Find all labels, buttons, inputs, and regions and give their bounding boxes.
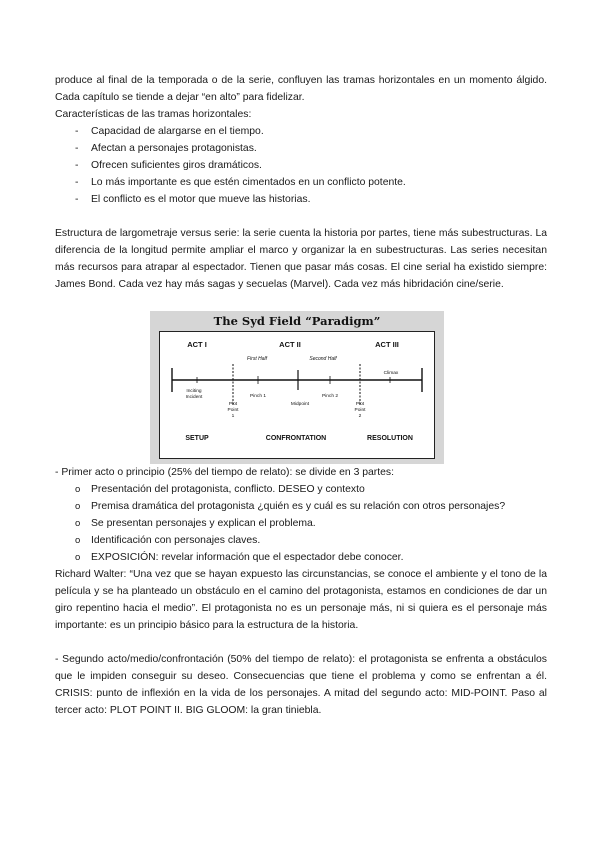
plot-point-2-line1: Plot xyxy=(355,402,365,407)
second-half-label: Second Half xyxy=(309,356,337,362)
paradigm-diagram xyxy=(160,332,436,460)
act-2-label: ACT II xyxy=(279,340,301,349)
list-item: o EXPOSICIÓN: revelar información que el espectador debe conocer. xyxy=(55,549,547,566)
list-item: - El conflicto es el motor que mueve las historias. xyxy=(55,191,547,208)
list-item: - Lo más importante es que estén cimentados en un conflicto potente. xyxy=(55,174,547,191)
inciting-label-line2: Incident xyxy=(185,395,203,400)
figure-title: The Syd Field “Paradigm” xyxy=(213,314,381,328)
pinch-2-label: Pinch 2 xyxy=(322,394,338,399)
structure-paragraph: Estructura de largometraje versus serie: la serie cuenta la historia por partes, tiene más subestructuras. La diferencia de la longitud permite ampliar el marco y organizar la en subestructuras. Las series necesitan más recursos para atrapar al espectador. Tienen que pasar más cosas. El cine serial ha existido siempre: James Bond. Cada vez hay más sagas y secuelas (Marvel). Cada vez más hibridación cine/serie. xyxy=(55,228,547,290)
syd-field-paradigm-figure xyxy=(150,311,444,464)
first-act-list xyxy=(55,481,547,566)
richard-walter-quote: Richard Walter: “Una vez que se hayan expuesto las circunstancias, se conoce el ambiente y el tono de la película y se ha planteado un obstáculo en el camino del protagonista, estamos en condiciones de dar un giro repentino hacia el medio”. El protagonista no es un personaje más, ni si quiera es el personaje más importante: es un principio básico para la estructura de la historia. xyxy=(55,569,547,631)
second-act-paragraph: - Segundo acto/medio/confrontación (50% del tiempo de relato): el protagonista se enfrenta a obstáculos que le impiden conseguir su deseo. Consecuencias que tiene el problema y como se enfrentan a él. CRISIS: punto de inflexión en la vida de los personajes. A mitad del segundo acto: MID-POINT. Paso al tercer acto: PLOT POINT II. BIG GLOOM: la gran tiniebla. xyxy=(55,654,547,716)
resolution-label: RESOLUTION xyxy=(367,435,413,442)
plot-point-1-line2: Point xyxy=(227,408,239,413)
intro-paragraph: produce al final de la temporada o de la serie, confluyen las tramas horizontales en un momento álgido. Cada capítulo se tiende a dejar “en alto” para fidelizar. xyxy=(55,75,547,103)
list-item: - Ofrecen suficientes giros dramáticos. xyxy=(55,157,547,174)
act-3-label: ACT III xyxy=(375,340,399,349)
setup-label: SETUP xyxy=(185,435,209,442)
plot-point-2-line3: 2 xyxy=(358,414,362,419)
list-item: o Se presentan personajes y explican el problema. xyxy=(55,515,547,532)
list-item: o Premisa dramática del protagonista ¿quién es y cuál es su relación con otros personajes? xyxy=(55,498,547,515)
plot-point-1-line3: 1 xyxy=(231,414,235,419)
first-act-heading: - Primer acto o principio (25% del tiempo de relato): se divide en 3 partes: xyxy=(55,467,395,478)
horizontal-plots-list xyxy=(55,123,547,208)
pinch-1-label: Pinch 1 xyxy=(250,394,266,399)
list-item: o Presentación del protagonista, conflicto. DESEO y contexto xyxy=(55,481,547,498)
figure-diagram-box xyxy=(159,331,435,459)
act-1-label: ACT I xyxy=(187,340,207,349)
horizontal-plots-heading: Características de las tramas horizontales: xyxy=(55,109,252,120)
climax-label: Climax xyxy=(383,371,399,376)
confrontation-label: CONFRONTATION xyxy=(265,435,327,442)
first-half-label: First Half xyxy=(247,356,267,362)
list-item: - Afectan a personajes protagonistas. xyxy=(55,140,547,157)
midpoint-label: Midpoint xyxy=(290,402,310,407)
inciting-label-line1: Inciting xyxy=(186,389,202,394)
plot-point-2-line2: Point xyxy=(354,408,366,413)
list-item: - Capacidad de alargarse en el tiempo. xyxy=(55,123,547,140)
list-item: o Identificación con personajes claves. xyxy=(55,532,547,549)
plot-point-1-line1: Plot xyxy=(228,402,238,407)
